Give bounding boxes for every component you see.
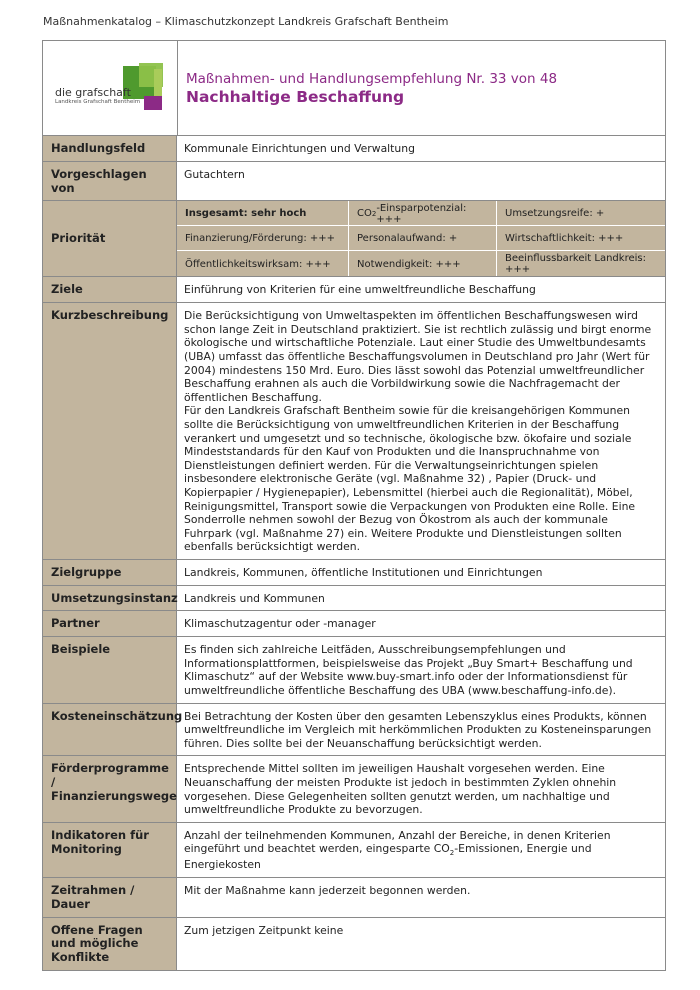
label-foerder: Förderprogramme / Finanzierungswege bbox=[43, 756, 177, 821]
logo-title: die grafschaft bbox=[55, 86, 131, 99]
document-header: Maßnahmenkatalog – Klimaschutzkonzept Landkreis Grafschaft Bentheim bbox=[43, 15, 449, 28]
row-prioritaet bbox=[43, 201, 665, 277]
priority-co2-pre: CO bbox=[357, 208, 372, 220]
priority-insgesamt: Insgesamt: sehr hoch bbox=[177, 201, 349, 226]
label-handlungsfeld: Handlungsfeld bbox=[43, 136, 177, 161]
label-zeitrahmen: Zeitrahmen / Dauer bbox=[43, 878, 177, 917]
value-vorgeschlagen: Gutachtern bbox=[184, 167, 245, 181]
row-indikatoren bbox=[43, 823, 665, 878]
value-fragen: Zum jetzigen Zeitpunkt keine bbox=[184, 923, 344, 937]
logo bbox=[43, 41, 178, 135]
label-beispiele: Beispiele bbox=[43, 637, 177, 702]
label-partner: Partner bbox=[43, 611, 177, 636]
label-indikatoren: Indikatoren für Monitoring bbox=[43, 823, 177, 877]
value-kurzbeschreibung bbox=[177, 303, 665, 559]
value-beispiele: Es finden sich zahlreiche Leitfäden, Ausschreibungsempfehlungen und Informationsplattformen, beispielsweise das Projekt „Buy Smart+ Beschaffung und Klimaschutz“ auf der Website www.buy-smart.info oder der Informationsdienst für umweltfreundliche öffentliche Beschaffung des UBA (www.beschaffung-info.de). bbox=[184, 643, 633, 698]
kurz-paragraph-1: Die Berücksichtigung von Umweltaspekten im öffentlichen Beschaffungswesen wird schon lange Zeit in Deutschland praktiziert. Sie ist rechtlich zulässig und birgt enorme ökologische und wirtschaftliche Potenziale. Laut einer Studie des Umweltbundesamts (UBA) umfasst das öffentliche Beschaffungsvolumen in Deutschland pro Jahr (Wert für 2004) mindestens 150 Mrd. Euro. Dies lässt sowohl das Potenzial umweltfreundlicher Beschaffung erahnen als auch die Vorbildwirkung sowie die Nachfragemacht der öffentlichen Beschaffung. bbox=[184, 309, 652, 404]
value-partner: Klimaschutzagentur oder -manager bbox=[184, 617, 376, 631]
priority-finanzierung: Finanzierung/Förderung: +++ bbox=[177, 226, 349, 251]
label-vorgeschlagen: Vorgeschlagen von bbox=[43, 162, 177, 201]
value-kosten: Bei Betrachtung der Kosten über den gesamten Lebenszyklus eines Produkts, können umweltfreundliche im Vergleich mit herkömmlichen Produkten zu Kosteneinsparungen führen. Dies sollte bei der Neuanschaffung berücksichtigt werden. bbox=[184, 709, 652, 750]
label-prioritaet bbox=[43, 201, 177, 276]
label-umsetzung: Umsetzungsinstanz bbox=[43, 586, 177, 611]
row-kurzbeschreibung bbox=[43, 303, 665, 560]
measure-title: Nachhaltige Beschaffung bbox=[186, 88, 405, 106]
value-handlungsfeld: Kommunale Einrichtungen und Verwaltung bbox=[184, 142, 415, 155]
label-ziele: Ziele bbox=[43, 277, 177, 302]
indikatoren-sub: 2 bbox=[449, 849, 455, 858]
label-prioritaet-text: Priorität bbox=[51, 231, 106, 246]
row-handlungsfeld bbox=[43, 136, 665, 162]
row-vorgeschlagen bbox=[43, 162, 665, 202]
priority-co2-sub: 2 bbox=[371, 209, 377, 218]
row-fragen bbox=[43, 918, 665, 970]
value-foerder: Entsprechende Mittel sollten im jeweiligen Haushalt vorgesehen werden. Eine Neuanschaffung der meisten Produkte ist jedoch in bestimmten Zyklen ohnehin vorgesehen. Diese Gelegenheiten sollten genutzt werden, um nachhaltige und umweltfreundliche Produkte zu bevorzugen. bbox=[184, 762, 617, 817]
row-kosten bbox=[43, 704, 665, 757]
priority-co2 bbox=[349, 201, 497, 226]
row-zielgruppe bbox=[43, 560, 665, 586]
priority-oeffentlichkeit: Öffentlichkeitswirksam: +++ bbox=[177, 251, 349, 276]
row-zeitrahmen bbox=[43, 878, 665, 918]
label-fragen: Offene Fragen und mögliche Konflikte bbox=[43, 918, 177, 970]
priority-reife: Umsetzungsreife: + bbox=[497, 201, 665, 226]
priority-notwendigkeit: Notwendigkeit: +++ bbox=[349, 251, 497, 276]
row-beispiele bbox=[43, 637, 665, 703]
label-zielgruppe: Zielgruppe bbox=[43, 560, 177, 585]
indikatoren-text-a: Anzahl der teilnehmenden Kommunen, Anzahl der Bereiche, in denen Kriterien eingeführt und beachtet werden, eingesparte CO bbox=[184, 828, 611, 856]
row-partner bbox=[43, 611, 665, 637]
row-umsetzung bbox=[43, 586, 665, 612]
value-umsetzung: Landkreis und Kommunen bbox=[184, 591, 325, 605]
row-ziele bbox=[43, 277, 665, 303]
priority-personal: Personalaufwand: + bbox=[349, 226, 497, 251]
priority-grid bbox=[177, 201, 665, 276]
row-foerder bbox=[43, 756, 665, 822]
priority-co2-post: -Einsparpotenzial: +++ bbox=[376, 202, 467, 225]
value-ziele: Einführung von Kriterien für eine umweltfreundliche Beschaffung bbox=[184, 283, 536, 297]
label-kosten: Kosteneinschätzung bbox=[43, 704, 177, 756]
value-indikatoren bbox=[177, 823, 665, 877]
measure-number: Maßnahmen- und Handlungsempfehlung Nr. 33 von 48 bbox=[186, 71, 558, 87]
label-kurzbeschreibung: Kurzbeschreibung bbox=[43, 303, 177, 559]
priority-beeinfluss: Beeinflussbarkeit Landkreis: +++ bbox=[497, 251, 665, 276]
title-row bbox=[43, 41, 665, 136]
kurz-paragraph-2: Für den Landkreis Grafschaft Bentheim sowie für die kreisangehörigen Kommunen sollte die Berücksichtigung von umweltfreundlichen Kriterien in der Beschaffung verankert und umgesetzt und so technische, ökologische bzw. ökofaire und soziale Mindeststandards für den Kauf von Produkten und die Inanspruchnahme von Dienstleistungen definiert werden. Für die Verwaltungseinrichtungen spielen insbesondere elektronische Geräte (vgl. Maßnahme 32) , Papier (Druck- und Kopierpapier / Hygienepapier), Lebensmittel (hierbei auch die Regionalität), Möbel, Reinigungsmittel, Transport sowie die Verpackungen von Produkten eine Rolle. Eine Sonderrolle nehmen sowohl der Bezug von Ökostrom als auch der kommunale Fuhrpark (vgl. Maßnahme 27) ein. Weitere Produkte und Dienstleistungen sollten ebenfalls berücksichtigt werden. bbox=[184, 404, 636, 554]
measure-sheet bbox=[42, 40, 666, 971]
value-zeitrahmen: Mit der Maßnahme kann jederzeit begonnen werden. bbox=[184, 883, 471, 897]
title-cell bbox=[178, 41, 665, 135]
priority-wirtschaft: Wirtschaftlichkeit: +++ bbox=[497, 226, 665, 251]
indikatoren-text-b: -Emissionen, Energie und Energiekosten bbox=[184, 842, 592, 872]
logo-subtitle: Landkreis Grafschaft Bentheim bbox=[55, 99, 141, 105]
value-zielgruppe: Landkreis, Kommunen, öffentliche Institutionen und Einrichtungen bbox=[184, 565, 543, 579]
